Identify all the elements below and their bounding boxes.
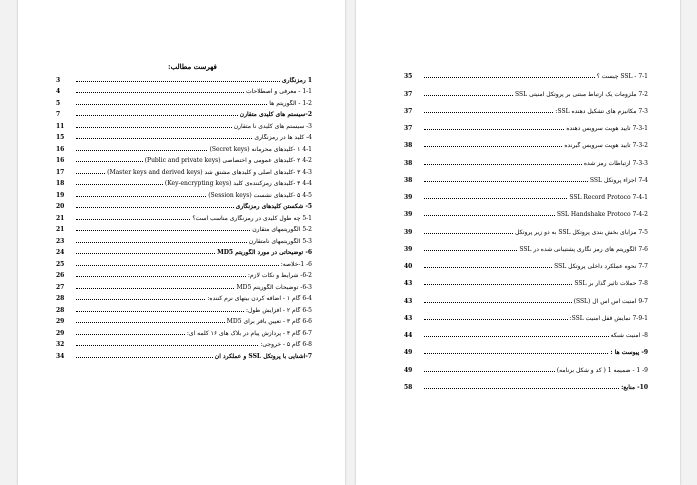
toc-page-number: 18 xyxy=(56,180,65,187)
toc-page-number: 21 xyxy=(56,226,65,233)
toc-leader-dots xyxy=(76,219,190,220)
toc-leader-dots xyxy=(424,181,588,182)
toc-entry-title: 4-3 ۳ -کلیدهای اصلی و کلیدهای مشتق شد (Master keys and derived keys) xyxy=(107,168,312,176)
toc-leader-dots xyxy=(76,115,238,116)
toc-entry xyxy=(404,98,648,115)
toc-leader-dots xyxy=(76,299,205,300)
toc-entry xyxy=(404,356,648,373)
toc-leader-dots xyxy=(76,334,185,335)
toc-page-number: 5 xyxy=(56,99,61,107)
toc-entry xyxy=(56,291,312,303)
toc-entry xyxy=(56,95,312,107)
toc-leader-dots xyxy=(424,353,608,354)
toc-entry xyxy=(404,236,648,253)
toc-entry-title: 7-4-1 SSL Record Protoco xyxy=(569,194,648,201)
toc-page-number: 38 xyxy=(404,159,413,167)
toc-entry xyxy=(56,153,312,165)
toc-entry-title: 7-9-1 نمایش قفل امنیت SSL: xyxy=(569,314,648,322)
toc-page-number: 3 xyxy=(56,76,61,84)
toc-entry-title: 7-2 ملزومات یک ارتباط مبتنی بر پروتکل امنیتی SSL xyxy=(515,90,648,98)
toc-leader-dots xyxy=(424,77,595,78)
toc-entry-title: 1-1 - معرفی و اصطلاحات xyxy=(246,88,312,95)
toc-leader-dots xyxy=(424,129,564,130)
toc-page-number: 4 xyxy=(56,88,61,95)
toc-page-number: 39 xyxy=(404,245,413,253)
toc-leader-dots xyxy=(424,146,562,147)
toc-page-number: 39 xyxy=(404,228,413,236)
toc-leader-dots xyxy=(76,207,234,208)
toc-entry-title: 7-4 اجزاء پروتکل SSL xyxy=(589,176,648,184)
toc-page-number: 43 xyxy=(404,297,413,305)
toc-entry xyxy=(56,279,312,291)
toc-entry xyxy=(56,222,312,234)
toc-page-number: 7 xyxy=(56,111,61,118)
toc-entry-title: 6-4 گام ۱ - اضافه کردن بیتهای نرم کننده: xyxy=(207,295,312,302)
toc-leader-dots xyxy=(76,276,246,277)
toc-entry xyxy=(56,256,312,268)
toc-entry xyxy=(404,149,648,166)
toc-leader-dots xyxy=(424,233,513,234)
toc-leader-dots xyxy=(76,265,279,266)
toc-entry xyxy=(56,72,312,84)
toc-leader-dots xyxy=(424,250,517,251)
toc-leader-dots xyxy=(424,215,555,216)
toc-entry-title: 7-8 حملات تاثیر گذار بر SSL xyxy=(574,280,648,288)
toc-page-number: 29 xyxy=(56,329,65,337)
toc-entry-title: 6-6 گام ۳ - تعیین بافر برای MD5 xyxy=(226,318,312,325)
toc-page-number: 28 xyxy=(56,295,65,302)
toc-page-number: 24 xyxy=(56,249,65,256)
toc-entry xyxy=(56,141,312,153)
toc-entry xyxy=(404,305,648,322)
toc-entry xyxy=(56,199,312,211)
toc-entry-title: 5-1 چه طول کلیدی در رمزنگاری مناسب است؟ xyxy=(192,214,312,222)
toc-leader-dots xyxy=(76,184,163,185)
toc-leader-dots xyxy=(76,81,280,82)
toc-leader-dots xyxy=(424,95,513,96)
toc-entry xyxy=(56,130,312,142)
toc-entry-title: 9- پیوست ها : xyxy=(610,349,648,357)
toc-page-number: 43 xyxy=(404,314,413,322)
toc-entry-title: 4-4 ۴ -کلیدهای رمزکننده‌ی کلید (Key-encrypting keys) xyxy=(164,180,312,187)
toc-entry xyxy=(56,348,312,360)
toc-page-number: 15 xyxy=(56,134,65,141)
toc-page-number: 49 xyxy=(404,366,413,374)
toc-entry-title: 9- 1 - ضمیمه 1 ( کد و شکل برنامه) xyxy=(556,366,648,374)
toc-entry-title: 7-3 مکانیزم های تشکیل دهنده SSL: xyxy=(555,107,648,115)
toc-leader-dots xyxy=(76,230,250,231)
toc-leader-dots xyxy=(424,112,553,113)
toc-entry xyxy=(404,167,648,184)
toc-leader-dots xyxy=(424,164,582,165)
toc-entry xyxy=(404,184,648,201)
toc-page-number: 16 xyxy=(56,145,65,153)
toc-page-number: 11 xyxy=(56,122,65,130)
toc-entry-title: 7-آشنایی با پروتکل SSL و عملکرد آن xyxy=(214,352,312,360)
toc-entry xyxy=(56,233,312,245)
toc-leader-dots xyxy=(76,196,206,197)
toc-leader-dots xyxy=(424,267,552,268)
toc-entry-title: 6-8 گام ۵ - خروجی: xyxy=(260,341,312,348)
toc-page-number: 38 xyxy=(404,142,413,150)
toc-page-number: 39 xyxy=(404,211,413,219)
toc-page-number: 20 xyxy=(56,203,65,210)
toc-page-number: 21 xyxy=(56,214,65,222)
toc-entry-title: 8- امنیت شبکه xyxy=(610,332,648,339)
toc-page-number: 44 xyxy=(404,332,413,339)
toc-leader-dots xyxy=(424,198,567,199)
toc-entry-title: 4-2 ۲ -کلیدهای عمومی و اختصاصی (Public and private keys) xyxy=(144,157,312,164)
toc-page-number: 40 xyxy=(404,263,413,270)
toc-entry xyxy=(404,201,648,218)
toc-entry-title: 6-7 گام ۴ - پردازش پیام در بلاک های ۱۶ کلمه ای: xyxy=(186,329,312,337)
toc-page-number: 17 xyxy=(56,168,65,176)
toc-entry-title: 1-2 - الگوریتم ها xyxy=(269,99,312,107)
toc-entry xyxy=(404,115,648,132)
toc-leader-dots xyxy=(424,371,555,372)
toc-page-number: 35 xyxy=(404,73,413,81)
toc-page-number: 43 xyxy=(404,280,413,288)
toc-page-number: 38 xyxy=(404,176,413,184)
toc-entry xyxy=(56,187,312,199)
toc-leader-dots xyxy=(76,242,247,243)
toc-entry-title: 6- 1-خلاصه: xyxy=(280,260,312,268)
toc-leader-dots xyxy=(76,150,207,151)
toc-list xyxy=(56,72,312,360)
toc-page-number: 58 xyxy=(404,383,413,391)
toc-entry xyxy=(404,374,648,391)
toc-page-number: 26 xyxy=(56,272,65,279)
toc-entry-title: 6- توضیحاتی در مورد الگوریتم MD5 xyxy=(217,249,312,256)
toc-page-number: 49 xyxy=(404,349,413,357)
toc-entry-title: 3- سیستم های کلیدی نا متقارن xyxy=(233,122,312,130)
toc-page-number: 34 xyxy=(56,352,65,360)
toc-list xyxy=(404,63,648,391)
toc-entry-title: 7-7 نحوه عملکرد داخلی پروتکل SSL xyxy=(554,263,648,270)
toc-entry-title: 7-6 الگوریتم های رمز نگاری پشتیبانی شده در SSL xyxy=(519,245,648,253)
toc-entry-title: 5-3 الگوریتمهای نامتقارن xyxy=(248,237,312,245)
toc-leader-dots xyxy=(424,302,572,303)
toc-entry-title: 5- شکستن کلیدهای رمزنگاری xyxy=(235,203,312,210)
toc-entry-title: 6-5 گام ۲ - افزایش طول: xyxy=(246,306,312,314)
toc-leader-dots xyxy=(76,104,267,105)
toc-page-number: 28 xyxy=(56,306,65,314)
toc-entry-title: 2-سیستم های کلیدی متقارن xyxy=(239,111,312,118)
toc-leader-dots xyxy=(76,345,258,346)
toc-entry-title: 7-5 مزایای بخش بندی پروتکل SSL به دو زیر پروتکل xyxy=(514,228,648,236)
toc-entry-title: 4-5 ۵ -کلیدهای نشست (Session keys) xyxy=(208,191,312,199)
toc-entry xyxy=(56,302,312,314)
toc-entry xyxy=(56,325,312,337)
toc-entry xyxy=(56,164,312,176)
toc-entry xyxy=(404,322,648,339)
toc-entry xyxy=(56,245,312,257)
toc-entry-title: 6-3- توضیحات الگوریتم MD5 xyxy=(236,283,312,291)
toc-leader-dots xyxy=(76,161,143,162)
toc-entry xyxy=(56,107,312,119)
toc-entry xyxy=(404,270,648,287)
toc-entry xyxy=(56,337,312,349)
toc-leader-dots xyxy=(76,322,225,323)
toc-entry xyxy=(404,253,648,270)
toc-entry-title: 7-3-3 ارتباطات رمز شده xyxy=(583,159,648,167)
left-page xyxy=(18,0,345,485)
toc-leader-dots xyxy=(76,253,215,254)
toc-leader-dots xyxy=(76,357,213,358)
toc-entry-title: 9-7 امنیت اس اس ال (SSL) xyxy=(573,297,648,305)
toc-entry xyxy=(56,118,312,130)
page-title: فهرست مطالب: xyxy=(168,62,217,71)
toc-entry xyxy=(56,176,312,188)
toc-entry-title: 4-1 ۱ -کلیدهای محرمانه (Secret keys) xyxy=(209,145,312,153)
toc-entry xyxy=(56,84,312,96)
toc-page-number: 37 xyxy=(404,125,413,132)
toc-page-number: 37 xyxy=(404,90,413,98)
toc-entry xyxy=(404,80,648,97)
toc-page-number: 19 xyxy=(56,191,65,199)
toc-entry-title: 10- منابع: xyxy=(621,383,648,391)
toc-leader-dots xyxy=(76,311,244,312)
toc-page-number: 39 xyxy=(404,194,413,201)
toc-entry-title: 7-3-2 تایید هویت سرویس گیرنده xyxy=(564,142,648,150)
toc-page-number: 16 xyxy=(56,157,65,164)
toc-page-number: 29 xyxy=(56,318,65,325)
toc-leader-dots xyxy=(424,388,619,389)
right-page xyxy=(356,0,680,485)
toc-entry xyxy=(56,314,312,326)
toc-leader-dots xyxy=(76,173,105,174)
toc-page-number: 32 xyxy=(56,341,65,348)
toc-entry-title: 4- کلید ها در رمزنگاری xyxy=(254,134,312,141)
toc-entry-title: 1 رمزنگاری xyxy=(281,76,312,84)
toc-leader-dots xyxy=(76,92,244,93)
toc-page-number: 25 xyxy=(56,260,65,268)
toc-entry-title: 6-2- شرایط و نکات لازم: xyxy=(247,272,312,279)
toc-leader-dots xyxy=(424,284,572,285)
toc-leader-dots xyxy=(76,138,252,139)
toc-leader-dots xyxy=(424,319,568,320)
toc-page-number: 27 xyxy=(56,283,65,291)
toc-leader-dots xyxy=(424,336,609,337)
toc-entry-title: 5-2 الگوریتمهای متقارن xyxy=(252,226,312,233)
toc-leader-dots xyxy=(76,288,234,289)
toc-entry xyxy=(56,268,312,280)
toc-entry-title: 7-3-1 تایید هویت سرویس دهنده xyxy=(566,125,648,132)
toc-entry xyxy=(404,63,648,80)
toc-entry xyxy=(56,210,312,222)
toc-entry xyxy=(404,218,648,235)
toc-page-number: 23 xyxy=(56,237,65,245)
toc-entry xyxy=(404,339,648,356)
toc-entry xyxy=(404,287,648,304)
toc-leader-dots xyxy=(76,127,232,128)
toc-page-number: 37 xyxy=(404,107,413,115)
toc-entry xyxy=(404,132,648,149)
toc-entry-title: 7-1 - SSL چیست ؟ xyxy=(596,73,648,81)
toc-entry-title: 7-4-2 SSL Handshake Protoco xyxy=(556,211,648,219)
